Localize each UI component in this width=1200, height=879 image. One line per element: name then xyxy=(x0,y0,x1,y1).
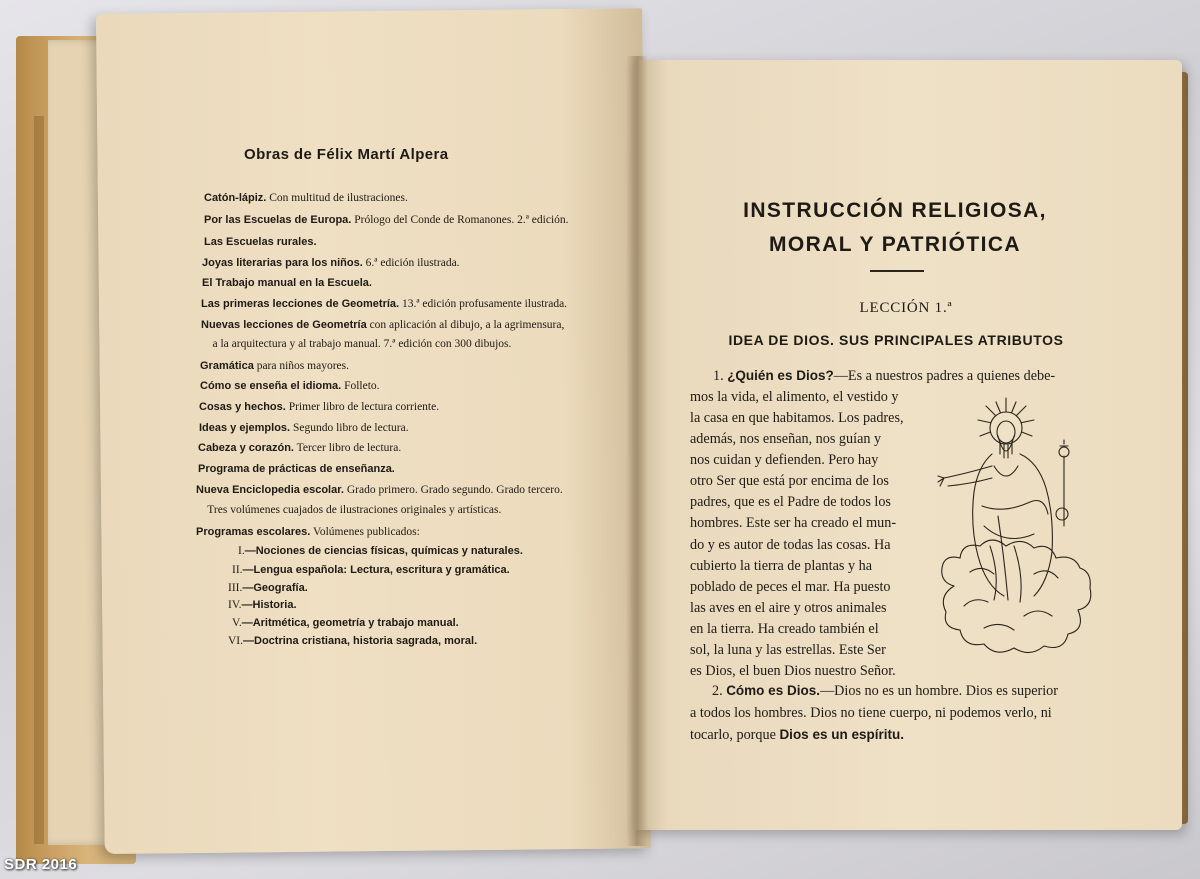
work-desc: Grado primero. Grado segundo. Grado tercero. xyxy=(343,484,563,496)
text-run: otro Ser que está por encima de los xyxy=(690,473,889,489)
text-prefix: 1. xyxy=(713,368,728,384)
text-run: las aves en el aire y otros animales xyxy=(690,600,887,616)
work-item xyxy=(204,236,317,248)
text-line xyxy=(690,473,889,490)
text-run: poblado de peces el mar. Ha puesto xyxy=(690,579,891,595)
volume-item xyxy=(232,617,459,629)
work-item xyxy=(201,298,567,310)
volume-number: VI. xyxy=(228,635,244,647)
work-item xyxy=(196,526,420,538)
volume-title: —Doctrina cristiana, historia sagrada, moral. xyxy=(243,635,478,647)
title-rule xyxy=(870,270,924,272)
work-desc: 6.ª edición ilustrada. xyxy=(362,257,460,269)
work-item xyxy=(200,360,349,372)
volume-title: —Nociones de ciencias físicas, químicas y naturales. xyxy=(244,545,523,557)
work-item xyxy=(202,277,372,289)
text-line xyxy=(690,410,904,427)
work-title: Nuevas lecciones de Geometría xyxy=(201,319,367,331)
text-line xyxy=(690,600,887,617)
photo-watermark: SDR 2016 xyxy=(4,856,78,873)
work-item xyxy=(200,380,380,392)
work-desc: Folleto. xyxy=(341,380,380,392)
work-title: Catón-lápiz. xyxy=(204,192,267,204)
work-item xyxy=(199,401,439,413)
text-run: tocarlo, porque xyxy=(690,727,780,743)
work-desc: Tercer libro de lectura. xyxy=(293,442,402,454)
work-title: El Trabajo manual en la Escuela. xyxy=(202,277,372,289)
volume-item xyxy=(228,582,308,594)
work-desc: Tres volúmenes cuajados de ilustraciones originales y artísticas. xyxy=(196,504,502,516)
text-run: hombres. Este ser ha creado el mun- xyxy=(690,515,897,531)
text-line xyxy=(690,431,881,448)
work-desc: Con multitud de ilustraciones. xyxy=(266,192,408,204)
work-title: Cabeza y corazón. xyxy=(198,442,294,454)
text-run: mos la vida, el alimento, el vestido y xyxy=(690,389,899,405)
work-desc: Primer libro de lectura corriente. xyxy=(285,401,440,413)
text-bold: Cómo es Dios. xyxy=(726,683,820,698)
text-prefix: 2. xyxy=(712,683,727,699)
work-title: Las primeras lecciones de Geometría. xyxy=(201,298,400,310)
work-desc: Segundo libro de lectura. xyxy=(290,422,409,434)
lesson-heading: LECCIÓN 1.ª xyxy=(859,300,953,316)
work-desc: con aplicación al dibujo, a la agrimensura, xyxy=(366,319,565,331)
text-run: a todos los hombres. Dios no tiene cuerpo, ni podemos verlo, ni xyxy=(690,705,1052,721)
work-item xyxy=(196,484,563,496)
text-run: en la tierra. Ha creado también el xyxy=(690,621,879,637)
work-title: Gramática xyxy=(200,360,254,372)
volume-number: V. xyxy=(232,617,242,629)
volume-title: —Aritmética, geometría y trabajo manual. xyxy=(241,617,459,629)
volume-title: —Lengua española: Lectura, escritura y gramática. xyxy=(242,564,510,576)
work-item xyxy=(199,422,409,434)
work-title: Cómo se enseña el idioma. xyxy=(200,380,342,392)
text-line xyxy=(712,683,1058,700)
volume-item xyxy=(238,545,523,557)
work-item xyxy=(198,442,401,454)
text-line xyxy=(690,389,898,406)
title-line: INSTRUCCIÓN RELIGIOSA, xyxy=(743,199,1047,222)
work-item xyxy=(201,319,564,331)
god-on-clouds-illustration xyxy=(934,396,1106,668)
work-title: Por las Escuelas de Europa. xyxy=(204,214,352,226)
work-title: Cosas y hechos. xyxy=(199,401,286,413)
text-line xyxy=(690,558,872,575)
work-item xyxy=(204,192,408,204)
work-item xyxy=(196,504,501,516)
volume-number: II. xyxy=(232,564,243,576)
text-run: además, nos enseñan, nos guían y xyxy=(690,431,882,447)
text-run: sol, la luna y las estrellas. Este Ser xyxy=(690,642,886,658)
text-line xyxy=(690,705,1052,722)
text-line xyxy=(690,663,896,680)
work-item xyxy=(201,338,511,350)
work-title: Joyas literarias para los niños. xyxy=(202,257,363,269)
volume-number: III. xyxy=(228,582,243,594)
work-item xyxy=(202,257,460,269)
volume-item xyxy=(228,599,297,611)
work-title: Las Escuelas rurales. xyxy=(204,236,317,248)
volume-title: —Geografía. xyxy=(242,582,308,594)
work-item xyxy=(204,214,569,226)
work-title: Ideas y ejemplos. xyxy=(199,422,291,434)
text-line xyxy=(690,515,896,532)
text-run: es Dios, el buen Dios nuestro Señor. xyxy=(690,663,896,679)
text-line xyxy=(690,642,886,659)
work-desc: Volúmenes publicados: xyxy=(310,526,420,538)
text-run: do y es autor de todas las cosas. Ha xyxy=(690,537,891,553)
volume-title: —Historia. xyxy=(241,599,297,611)
lesson-subtitle: IDEA DE DIOS. SUS PRINCIPALES ATRIBUTOS xyxy=(728,332,1064,348)
work-title: Programas escolares. xyxy=(196,526,311,538)
work-desc: a la arquitectura y al trabajo manual. 7.ª edición con 300 dibujos. xyxy=(201,338,512,350)
volume-number: I. xyxy=(238,545,245,557)
work-desc: 13.ª edición profusamente ilustrada. xyxy=(399,298,568,310)
volume-number: IV. xyxy=(228,599,242,611)
left-page-title: Obras de Félix Martí Alpera xyxy=(244,146,449,163)
text-run: nos cuidan y defienden. Pero hay xyxy=(690,452,879,468)
text-run: —Dios no es un hombre. Dios es superior xyxy=(819,683,1058,699)
text-run: la casa en que habitamos. Los padres, xyxy=(690,410,904,426)
volume-item xyxy=(228,635,477,647)
work-title: Nueva Enciclopedia escolar. xyxy=(196,484,344,496)
text-line xyxy=(713,368,1055,385)
work-item xyxy=(198,463,395,475)
work-desc: Prólogo del Conde de Romanones. 2.ª edición. xyxy=(351,214,569,226)
book-gutter xyxy=(626,56,648,846)
text-run: padres, que es el Padre de todos los xyxy=(690,494,891,510)
cover-stripe xyxy=(34,116,44,844)
work-desc: para niños mayores. xyxy=(253,360,349,372)
text-line xyxy=(690,452,878,469)
text-line xyxy=(690,727,904,744)
volume-item xyxy=(232,564,510,576)
text-run: —Es a nuestros padres a quienes debe- xyxy=(833,368,1056,384)
text-line xyxy=(690,621,879,638)
text-line xyxy=(690,494,891,511)
text-bold: ¿Quién es Dios? xyxy=(727,368,834,383)
work-title: Programa de prácticas de enseñanza. xyxy=(198,463,395,475)
right-page-title xyxy=(700,194,1090,262)
title-line: MORAL Y PATRIÓTICA xyxy=(769,233,1021,256)
text-run: cubierto la tierra de plantas y ha xyxy=(690,558,872,574)
text-bold: Dios es un espíritu. xyxy=(779,727,904,742)
text-line xyxy=(690,579,891,596)
text-line xyxy=(690,537,891,554)
